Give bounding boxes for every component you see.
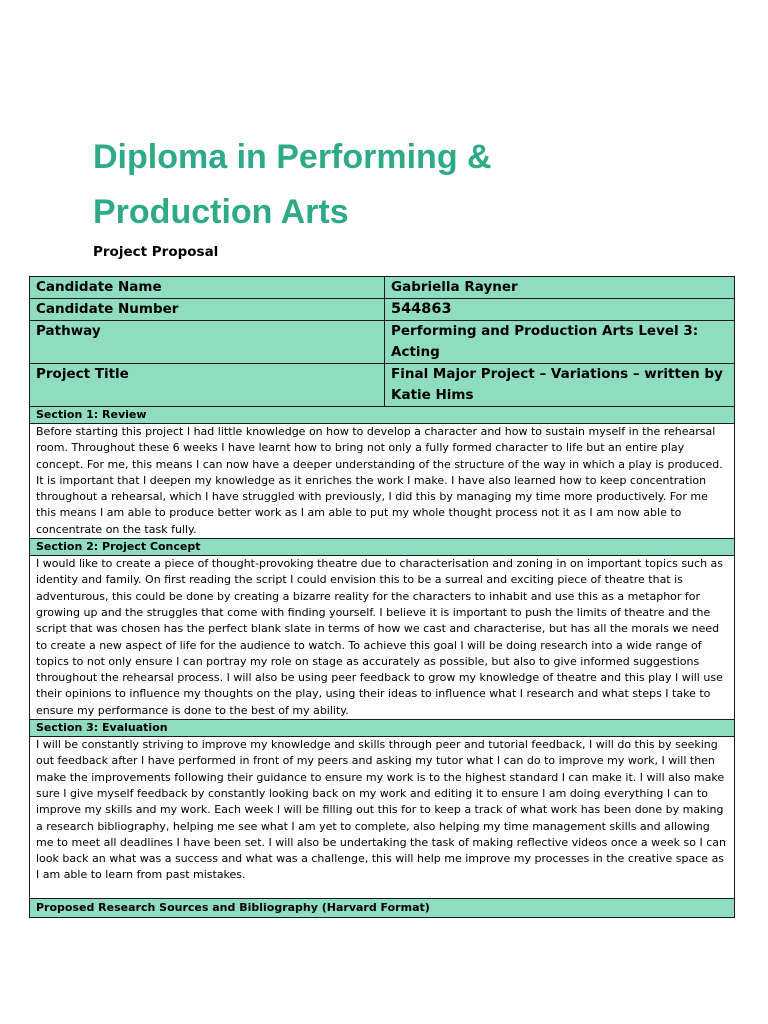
section-2-body-row xyxy=(30,556,735,720)
label-candidate-name: Candidate Name xyxy=(30,277,385,299)
section-3-heading: Section 3: Evaluation xyxy=(30,720,735,737)
bibliography-heading-row xyxy=(30,898,735,917)
section-3-heading-row xyxy=(30,720,735,737)
section-1-body-row xyxy=(30,424,735,539)
title-line-2: Production Arts xyxy=(93,193,349,231)
section-1-body: Before starting this project I had little knowledge on how to develop a character and how to sustain myself in the rehearsal room. Throughout these 6 weeks I have learnt how to bring not only a fully formed character to life but an entire play concept. For me, this means I can now have a deeper understanding of the structure of the way in which a play is produced. It is important that I deepen my knowledge as it enriches the work I make. I have also learned how to keep concentration throughout a rehearsal, which I have struggled with previously, I did this by managing my time more productively. For me this means I am able to produce better work as I am able to put my whole thought process not it as I am now able to concentrate on the task fully. xyxy=(30,424,735,539)
row-project-title xyxy=(30,364,735,407)
label-pathway: Pathway xyxy=(30,321,385,364)
proposal-form-table xyxy=(29,276,735,918)
section-3-body-row xyxy=(30,737,735,899)
section-2-heading: Section 2: Project Concept xyxy=(30,539,735,556)
row-pathway xyxy=(30,321,735,364)
label-project-title: Project Title xyxy=(30,364,385,407)
row-candidate-number xyxy=(30,299,735,321)
section-1-heading-row xyxy=(30,407,735,424)
section-2-heading-row xyxy=(30,539,735,556)
row-candidate-name xyxy=(30,277,735,299)
bibliography-heading: Proposed Research Sources and Bibliography (Harvard Format) xyxy=(30,898,735,917)
label-candidate-number: Candidate Number xyxy=(30,299,385,321)
value-project-title: Final Major Project – Variations – written by Katie Hims xyxy=(385,364,735,407)
section-2-body: I would like to create a piece of thought-provoking theatre due to characterisation and zoning in on important topics such as identity and family. On first reading the script I could envision this to be a surreal and exciting piece of theatre that is adventurous, this could be done by creating a bizarre reality for the characters to inhabit and use this as a metaphor for growing up and the struggles that come with finding yourself. I believe it is important to push the limits of theatre and the script that was chosen has the perfect blank slate in terms of how we cast and characterise, but has all the morals we need to create a new aspect of life for the audience to watch. To achieve this goal I will be doing research into a wide range of topics to not only ensure I can portray my role on stage as accurately as possible, but also to give informed suggestions throughout the rehearsal process. I will also be using peer feedback to grow my knowledge of theatre and this play I will use their opinions to influence my thoughts on the play, using their ideas to influence what I research and what steps I take to ensure my performance is done to the best of my ability. xyxy=(30,556,735,720)
document-title xyxy=(93,130,693,240)
document-subtitle: Project Proposal xyxy=(93,244,219,260)
value-candidate-name: Gabriella Rayner xyxy=(385,277,735,299)
section-3-body: I will be constantly striving to improve my knowledge and skills through peer and tutorial feedback, I will do this by seeking out feedback after I have performed in front of my peers and asking my tutor what I can do to improve my work, I will then make the improvements following their guidance to ensure my work is to the highest standard I can make it. I will also make sure I give myself feedback by constantly looking back on my work and editing it to ensure I am doing everything I can to improve my skills and my work. Each week I will be filling out this for to keep a track of what work has been done by making a research bibliography, helping me see what I am yet to complete, also helping my time management skills and allowing me to meet all deadlines I have been set. I will also be undertaking the task of making reflective videos once a week so I can look back an what was a success and what was a challenge, this will help me improve my processes in the creative space as I am able to learn from past mistakes. xyxy=(30,737,735,899)
value-candidate-number: 544863 xyxy=(385,299,735,321)
value-pathway: Performing and Production Arts Level 3: Acting xyxy=(385,321,735,364)
section-1-heading: Section 1: Review xyxy=(30,407,735,424)
title-line-1: Diploma in Performing & xyxy=(93,138,492,176)
